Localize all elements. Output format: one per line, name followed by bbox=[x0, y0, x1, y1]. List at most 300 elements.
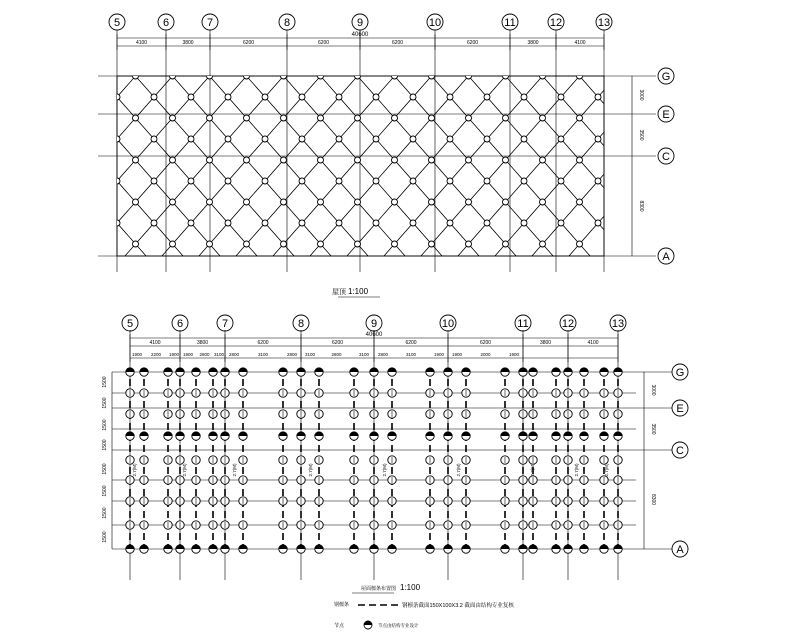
node-symbol bbox=[297, 521, 305, 529]
roof-node bbox=[170, 241, 176, 247]
top-row-bubble-G-label: G bbox=[661, 71, 671, 83]
roof-node bbox=[225, 52, 231, 58]
bottom-col-bubble-5-label: 5 bbox=[126, 318, 134, 330]
node-symbol bbox=[370, 545, 378, 553]
node-symbol bbox=[350, 456, 358, 464]
roof-diamond bbox=[413, 244, 450, 286]
bottom-sub-spacing: 3100 bbox=[405, 352, 417, 357]
node-symbol bbox=[462, 410, 470, 418]
roof-node bbox=[503, 73, 509, 79]
roof-node bbox=[614, 241, 620, 247]
bottom-sub-spacing: 1900 bbox=[182, 352, 194, 357]
roof-diamond bbox=[506, 97, 543, 139]
roof-node bbox=[244, 157, 250, 163]
roof-diamond bbox=[339, 244, 376, 286]
roof-diamond bbox=[154, 244, 191, 286]
roof-diamond bbox=[228, 202, 265, 244]
node-symbol bbox=[462, 432, 470, 440]
node-symbol bbox=[279, 389, 287, 397]
roof-node bbox=[614, 115, 620, 121]
bottom-left-spacing: 1500 bbox=[102, 397, 108, 409]
node-symbol bbox=[370, 497, 378, 505]
bottom-col-bubble-7-label: 7 bbox=[221, 318, 229, 330]
bottom-col-bubble-9-label: 9 bbox=[370, 318, 378, 330]
roof-diamond bbox=[210, 223, 247, 265]
roof-node bbox=[355, 73, 361, 79]
roof-diamond bbox=[376, 118, 413, 160]
top-col-spacing: 4100 bbox=[574, 40, 586, 46]
top-column-grid-bubbles bbox=[109, 14, 612, 30]
node-symbol bbox=[176, 545, 184, 553]
node-symbol bbox=[529, 368, 537, 376]
node-symbol bbox=[126, 456, 134, 464]
top-col-bubble-13-label: 13 bbox=[597, 17, 611, 29]
purlin-label: 2.7(M) bbox=[456, 463, 461, 477]
roof-node bbox=[447, 94, 453, 100]
legend-line-label: 钢檩条 bbox=[334, 602, 350, 608]
top-col-bubble-12-label: 12 bbox=[549, 17, 563, 29]
bottom-col-bubble-7 bbox=[217, 315, 233, 331]
node-symbol bbox=[370, 410, 378, 418]
roof-node bbox=[410, 178, 416, 184]
bottom-row-bubble-A-label: A bbox=[676, 544, 684, 556]
legend-symbol-desc: 节点由结构专业设计 bbox=[378, 623, 419, 628]
node-symbol bbox=[126, 497, 134, 505]
node-symbol bbox=[350, 476, 358, 484]
purlin-label: 2.7(M) bbox=[132, 463, 137, 477]
purlin-labels bbox=[132, 463, 609, 477]
node-symbol bbox=[501, 432, 509, 440]
roof-node bbox=[429, 199, 435, 205]
bottom-sub-spacing: 2000 bbox=[480, 352, 491, 357]
node-symbol bbox=[140, 432, 148, 440]
roof-node bbox=[355, 157, 361, 163]
roof-node bbox=[151, 136, 157, 142]
node-symbol bbox=[564, 410, 572, 418]
node-symbol bbox=[614, 521, 622, 529]
node-symbol bbox=[209, 521, 217, 529]
node-symbol bbox=[552, 545, 560, 553]
node-symbol bbox=[600, 432, 608, 440]
top-row-bubble-C bbox=[658, 148, 674, 164]
roof-node bbox=[484, 136, 490, 142]
roof-diamond bbox=[321, 97, 358, 139]
roof-diamond bbox=[413, 202, 450, 244]
roof-node bbox=[484, 220, 490, 226]
node-symbol bbox=[126, 389, 134, 397]
roof-diamond bbox=[580, 223, 617, 265]
purlin-label: 2.7(M) bbox=[574, 463, 579, 477]
top-col-bubble-5-label: 5 bbox=[113, 17, 121, 29]
roof-diamond bbox=[395, 139, 432, 181]
top-col-bubble-10 bbox=[427, 14, 443, 30]
roof-node bbox=[521, 52, 527, 58]
roof-diamond bbox=[265, 76, 302, 118]
node-symbol bbox=[388, 497, 396, 505]
node-symbol bbox=[552, 456, 560, 464]
node-symbol bbox=[239, 545, 247, 553]
node-symbol bbox=[192, 497, 200, 505]
roof-node bbox=[133, 241, 139, 247]
roof-node bbox=[558, 94, 564, 100]
roof-diamond bbox=[117, 160, 154, 202]
roof-node bbox=[207, 115, 213, 121]
node-symbol bbox=[614, 389, 622, 397]
bottom-col-spacing: 6200 bbox=[479, 340, 492, 346]
node-symbol bbox=[140, 476, 148, 484]
roof-plan bbox=[98, 14, 674, 297]
roof-node bbox=[281, 199, 287, 205]
roof-diamond bbox=[339, 76, 376, 118]
purlin-label: 2.7(M) bbox=[604, 463, 609, 477]
node-symbol bbox=[176, 432, 184, 440]
bottom-left-spacing: 1500 bbox=[102, 507, 108, 519]
roof-diamond bbox=[265, 244, 302, 286]
bottom-col-bubble-9 bbox=[366, 315, 382, 331]
node-symbol bbox=[221, 432, 229, 440]
roof-node bbox=[225, 136, 231, 142]
roof-diamond bbox=[598, 202, 635, 244]
roof-diamond bbox=[173, 223, 210, 265]
roof-node bbox=[262, 220, 268, 226]
node-symbol bbox=[209, 476, 217, 484]
node-symbol bbox=[209, 545, 217, 553]
bottom-left-spacing: 1500 bbox=[102, 439, 108, 451]
node-symbol bbox=[126, 432, 134, 440]
roof-node bbox=[207, 73, 213, 79]
roof-node bbox=[521, 220, 527, 226]
node-symbol bbox=[552, 521, 560, 529]
node-symbol bbox=[552, 497, 560, 505]
roof-node bbox=[262, 52, 268, 58]
bottom-left-spacing: 1500 bbox=[102, 419, 108, 431]
bottom-row-bubble-E-label: E bbox=[676, 403, 684, 415]
node-symbol bbox=[297, 368, 305, 376]
top-col-bubble-6-label: 6 bbox=[162, 17, 170, 29]
node-symbol bbox=[279, 368, 287, 376]
roof-diamond bbox=[413, 118, 450, 160]
roof-node bbox=[170, 199, 176, 205]
bottom-sub-spacing: 3100 bbox=[213, 352, 225, 357]
bottom-row-bubble-G-label: G bbox=[675, 367, 685, 379]
roof-diamond bbox=[247, 181, 284, 223]
top-col-bubble-13 bbox=[596, 14, 612, 30]
roof-diamond bbox=[339, 118, 376, 160]
bottom-col-bubble-10-label: 10 bbox=[441, 318, 455, 330]
roof-diamond bbox=[543, 181, 580, 223]
roof-node bbox=[151, 178, 157, 184]
node-symbol bbox=[239, 497, 247, 505]
roof-diamond bbox=[210, 139, 247, 181]
node-symbol bbox=[209, 368, 217, 376]
roof-node bbox=[595, 52, 601, 58]
roof-diamond bbox=[450, 202, 487, 244]
roof-node bbox=[262, 136, 268, 142]
roof-diamond bbox=[228, 76, 265, 118]
roof-node bbox=[299, 178, 305, 184]
bottom-row-bubble-C bbox=[672, 442, 688, 458]
roof-diamond bbox=[580, 139, 617, 181]
roof-diamond bbox=[617, 139, 654, 181]
bottom-sub-spacing: 1900 bbox=[451, 352, 463, 357]
node-symbol bbox=[444, 476, 452, 484]
roof-node bbox=[299, 136, 305, 142]
roof-node bbox=[410, 136, 416, 142]
bottom-col-spacing: 6200 bbox=[257, 340, 269, 346]
bottom-col-spacing: 6200 bbox=[405, 340, 417, 346]
roof-node bbox=[447, 52, 453, 58]
bottom-sub-spacing: 1900 bbox=[131, 352, 143, 357]
node-symbol bbox=[315, 432, 323, 440]
top-row-bubble-G bbox=[658, 68, 674, 84]
node-symbol bbox=[388, 545, 396, 553]
roof-node bbox=[651, 157, 657, 163]
roof-diamond bbox=[154, 160, 191, 202]
node-symbol bbox=[501, 389, 509, 397]
node-symbol bbox=[519, 476, 527, 484]
roof-diamond bbox=[598, 118, 635, 160]
roof-node bbox=[225, 220, 231, 226]
roof-node bbox=[170, 73, 176, 79]
roof-node bbox=[577, 199, 583, 205]
node-symbol bbox=[164, 389, 172, 397]
node-symbol bbox=[614, 368, 622, 376]
legend-node-symbol bbox=[364, 621, 372, 629]
node-symbol bbox=[388, 476, 396, 484]
roof-node bbox=[299, 52, 305, 58]
roof-node bbox=[429, 115, 435, 121]
node-symbol bbox=[315, 410, 323, 418]
roof-node bbox=[170, 157, 176, 163]
node-symbol bbox=[192, 521, 200, 529]
roof-diamond bbox=[543, 139, 580, 181]
roof-node bbox=[151, 52, 157, 58]
roof-diamond bbox=[302, 202, 339, 244]
roof-node bbox=[521, 178, 527, 184]
roof-diamond bbox=[469, 181, 506, 223]
roof-node bbox=[503, 157, 509, 163]
node-symbol bbox=[580, 476, 588, 484]
roof-node bbox=[595, 220, 601, 226]
node-symbol bbox=[529, 410, 537, 418]
node-symbol bbox=[140, 389, 148, 397]
top-row-spacing: 8300 bbox=[638, 200, 644, 212]
node-symbol bbox=[462, 456, 470, 464]
roof-diamond bbox=[524, 244, 561, 286]
node-symbol bbox=[564, 497, 572, 505]
roof-node bbox=[318, 115, 324, 121]
node-symbol bbox=[462, 368, 470, 376]
node-symbol bbox=[126, 410, 134, 418]
roof-diamond bbox=[154, 118, 191, 160]
roof-node bbox=[540, 115, 546, 121]
roof-diamond bbox=[450, 76, 487, 118]
node-symbol bbox=[176, 497, 184, 505]
node-symbol bbox=[519, 432, 527, 440]
node-symbol bbox=[239, 410, 247, 418]
roof-diamond bbox=[191, 160, 228, 202]
node-symbol bbox=[519, 389, 527, 397]
roof-node bbox=[373, 94, 379, 100]
node-symbol bbox=[529, 389, 537, 397]
roof-diamond bbox=[469, 223, 506, 265]
roof-diamond bbox=[376, 76, 413, 118]
roof-diamond bbox=[321, 181, 358, 223]
top-row-spacing: 3000 bbox=[638, 89, 644, 101]
roof-node bbox=[651, 199, 657, 205]
bottom-sub-spacing: 2800 bbox=[377, 352, 389, 357]
node-symbol bbox=[529, 497, 537, 505]
bottom-col-bubble-5 bbox=[122, 315, 138, 331]
top-col-bubble-10-label: 10 bbox=[428, 17, 442, 29]
node-symbol bbox=[315, 476, 323, 484]
node-symbol bbox=[350, 521, 358, 529]
node-symbol bbox=[192, 476, 200, 484]
node-symbol bbox=[164, 432, 172, 440]
roof-diamond bbox=[432, 181, 469, 223]
node-symbol bbox=[140, 545, 148, 553]
node-symbol bbox=[370, 368, 378, 376]
node-symbol bbox=[350, 497, 358, 505]
top-row-bubble-A-label: A bbox=[662, 251, 670, 263]
node-symbol bbox=[564, 476, 572, 484]
node-symbol bbox=[297, 545, 305, 553]
bottom-row-bubble-G bbox=[672, 364, 688, 380]
bottom-row-bubble-A bbox=[672, 541, 688, 557]
roof-node bbox=[170, 115, 176, 121]
bottom-plan-scale: 1:100 bbox=[400, 583, 421, 592]
roof-node bbox=[373, 220, 379, 226]
roof-node bbox=[595, 136, 601, 142]
roof-diamond bbox=[228, 160, 265, 202]
node-symbol bbox=[444, 545, 452, 553]
roof-diamond bbox=[191, 202, 228, 244]
node-symbol bbox=[580, 432, 588, 440]
node-symbol bbox=[164, 545, 172, 553]
roof-node bbox=[281, 157, 287, 163]
roof-node bbox=[392, 73, 398, 79]
node-symbol bbox=[519, 410, 527, 418]
node-symbol bbox=[370, 432, 378, 440]
purlin-label: 2.7(M) bbox=[308, 463, 313, 477]
node-symbol bbox=[297, 497, 305, 505]
node-symbol bbox=[600, 545, 608, 553]
node-symbol bbox=[279, 497, 287, 505]
bottom-col-spacing: 6200 bbox=[331, 340, 344, 346]
node-symbol bbox=[426, 521, 434, 529]
top-col-spacing: 6200 bbox=[391, 40, 404, 46]
roof-diamond bbox=[210, 97, 247, 139]
roof-node bbox=[318, 157, 324, 163]
node-symbol bbox=[529, 456, 537, 464]
node-symbol bbox=[529, 545, 537, 553]
top-row-spacings bbox=[632, 76, 644, 256]
node-symbol bbox=[529, 521, 537, 529]
roof-diamond bbox=[339, 202, 376, 244]
roof-node bbox=[392, 157, 398, 163]
node-symbol bbox=[192, 456, 200, 464]
purlin-label: 2.7(M) bbox=[232, 463, 237, 477]
roof-diamond bbox=[117, 202, 154, 244]
roof-diamond bbox=[543, 223, 580, 265]
roof-node bbox=[447, 220, 453, 226]
roof-diamond bbox=[339, 160, 376, 202]
node-symbol bbox=[192, 368, 200, 376]
node-symbol bbox=[600, 456, 608, 464]
node-symbol bbox=[426, 456, 434, 464]
node-symbol bbox=[192, 545, 200, 553]
node-symbol bbox=[350, 432, 358, 440]
node-symbol bbox=[370, 456, 378, 464]
roof-node bbox=[447, 178, 453, 184]
node-symbol bbox=[279, 521, 287, 529]
roof-diamond bbox=[506, 181, 543, 223]
roof-diamond bbox=[524, 202, 561, 244]
node-symbol bbox=[529, 432, 537, 440]
node-symbol bbox=[614, 456, 622, 464]
bottom-sub-spacing: 2200 bbox=[150, 352, 162, 357]
node-symbol bbox=[315, 368, 323, 376]
roof-node bbox=[225, 94, 231, 100]
node-symbol bbox=[221, 456, 229, 464]
roof-diamond bbox=[432, 97, 469, 139]
roof-diamond bbox=[376, 202, 413, 244]
bottom-column-grid-bubbles bbox=[122, 315, 626, 331]
top-col-spacing: 6200 bbox=[242, 40, 255, 46]
roof-node bbox=[503, 241, 509, 247]
roof-node bbox=[521, 94, 527, 100]
roof-diamond bbox=[395, 181, 432, 223]
node-symbol bbox=[209, 456, 217, 464]
node-symbol bbox=[552, 368, 560, 376]
node-symbol bbox=[552, 389, 560, 397]
bottom-col-bubble-12 bbox=[560, 315, 576, 331]
roof-diamond bbox=[617, 223, 654, 265]
node-symbol bbox=[126, 521, 134, 529]
roof-diamond bbox=[265, 202, 302, 244]
top-col-bubble-8-label: 8 bbox=[283, 17, 291, 29]
roof-node bbox=[188, 220, 194, 226]
node-symbol bbox=[370, 476, 378, 484]
node-symbol bbox=[388, 410, 396, 418]
roof-diamond bbox=[136, 223, 173, 265]
node-symbol bbox=[239, 476, 247, 484]
node-symbol bbox=[297, 432, 305, 440]
roof-diamond bbox=[228, 244, 265, 286]
bottom-row-bubble-E bbox=[672, 400, 688, 416]
node-symbol bbox=[209, 432, 217, 440]
node-symbol bbox=[600, 368, 608, 376]
node-symbol bbox=[176, 410, 184, 418]
node-symbol bbox=[350, 410, 358, 418]
bottom-left-spacing: 1500 bbox=[102, 376, 108, 388]
node-symbol bbox=[239, 521, 247, 529]
node-symbol bbox=[164, 410, 172, 418]
roof-diamond bbox=[191, 244, 228, 286]
node-symbol bbox=[370, 389, 378, 397]
bottom-sub-spacing: 2800 bbox=[199, 352, 210, 357]
node-symbol bbox=[164, 497, 172, 505]
top-col-spacing: 3800 bbox=[182, 40, 194, 46]
node-symbol bbox=[297, 456, 305, 464]
node-symbol bbox=[239, 432, 247, 440]
roof-node bbox=[392, 241, 398, 247]
node-symbol bbox=[600, 497, 608, 505]
node-symbol bbox=[164, 521, 172, 529]
roof-diamond bbox=[173, 181, 210, 223]
bottom-col-bubble-10 bbox=[440, 315, 456, 331]
roof-node bbox=[244, 115, 250, 121]
